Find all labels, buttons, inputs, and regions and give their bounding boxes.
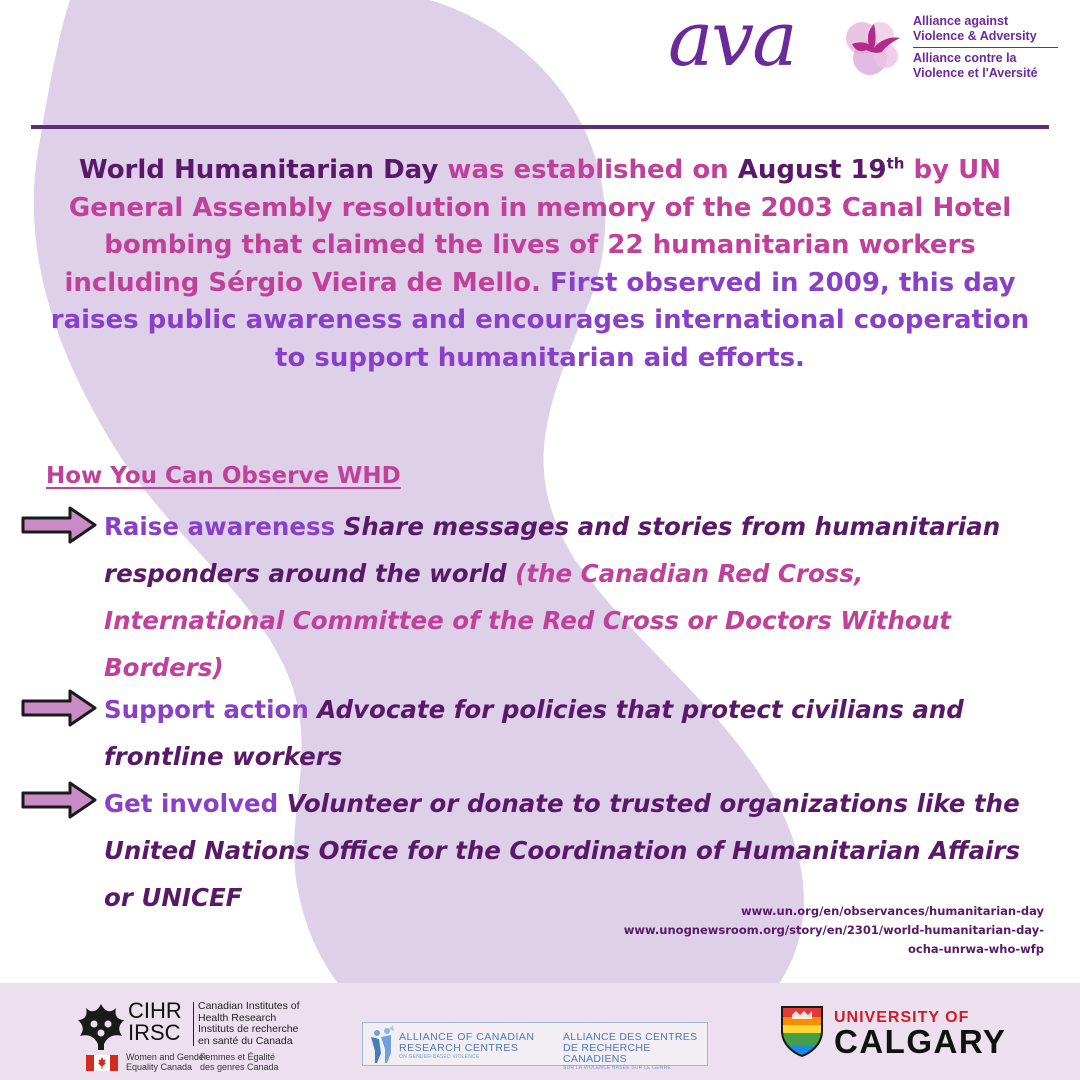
cihr-abbreviations xyxy=(128,1000,182,1044)
item-examples: (the Canadian Red Cross, International Committee of the Red Cross or Doctors Without Borders) xyxy=(104,559,951,682)
ava-wordmark: ava xyxy=(668,0,796,83)
intro-date-text: August 19 xyxy=(737,155,887,185)
acrc-fr-line2: DE RECHERCHE CANADIENS xyxy=(563,1042,651,1065)
wage-fr xyxy=(200,1052,279,1072)
ucalgary-line1: UNIVERSITY OF xyxy=(834,1009,970,1026)
arrow-icon xyxy=(20,780,98,820)
acrc-people-icon xyxy=(367,1023,397,1065)
cihr-leaf-icon xyxy=(76,1000,126,1052)
item-lead: Get involved xyxy=(104,789,279,818)
item-lead: Support action xyxy=(104,695,309,724)
ava-name-line2: Violence & Adversity xyxy=(913,29,1037,43)
item-lead: Raise awareness xyxy=(104,512,336,541)
observe-heading: How You Can Observe WHD xyxy=(46,463,401,489)
cihr-logo xyxy=(76,1000,326,1075)
acrc-en-line1: ALLIANCE OF CANADIAN xyxy=(399,1031,535,1043)
canada-flag-icon xyxy=(86,1055,118,1071)
cihr-full-name xyxy=(198,1001,300,1047)
wage-en-line1: Women and Gender xyxy=(126,1052,207,1062)
reference-link-un[interactable]: www.un.org/en/observances/humanitarian-day xyxy=(741,904,1044,918)
cihr-name-line1: Canadian Institutes of xyxy=(198,1000,300,1012)
acrc-fr-line3: SUR LA VIOLENCE BASÉE SUR LE GENRE xyxy=(563,1065,671,1071)
ava-name-line3: Alliance contre la xyxy=(913,51,1017,65)
wage-fr-line2: des genres Canada xyxy=(200,1062,279,1072)
wage-fr-line1: Femmes et Égalité xyxy=(200,1052,276,1062)
item-description: Volunteer or donate to trusted organizations like the United Nations Office for the Coordination of Humanitarian Affairs or UNICEF xyxy=(104,789,1021,912)
cihr-name-line3: Instituts de recherche xyxy=(198,1023,299,1035)
reference-link-unog[interactable]: www.unognewsroom.org/story/en/2301/world-humanitarian-day- xyxy=(623,923,1044,937)
cihr-name-line4: en santé du Canada xyxy=(198,1034,293,1047)
intro-wh-day: World Humanitarian Day xyxy=(78,155,439,185)
arrow-icon xyxy=(20,505,98,545)
acrc-en-line3: ON GENDER-BASED VIOLENCE xyxy=(399,1054,480,1060)
observe-item-raise-awareness xyxy=(104,503,1034,691)
intro-paragraph xyxy=(40,152,1040,377)
ava-name-line4: Violence et l'Aversité xyxy=(913,66,1038,80)
cihr-name-line2: Health Research xyxy=(198,1011,277,1024)
intro-date xyxy=(738,155,905,185)
observe-item-get-involved xyxy=(104,780,1034,921)
ava-logo xyxy=(668,0,1068,84)
acrc-english xyxy=(399,1032,534,1061)
bird-icon xyxy=(840,14,906,80)
ava-name-line1: Alliance against xyxy=(913,14,1009,28)
ucalgary-line2: CALGARY xyxy=(834,1023,1007,1060)
cihr-divider xyxy=(193,1002,194,1046)
reference-link-unog-cont[interactable]: ocha-unrwa-who-wfp xyxy=(908,942,1044,956)
ava-full-name xyxy=(913,14,1058,81)
cihr-abbr-fr: IRSC xyxy=(128,1020,181,1045)
arrow-icon xyxy=(20,688,98,728)
intro-date-sup: th xyxy=(886,154,905,173)
wage-en xyxy=(126,1052,207,1072)
ucalgary-logo xyxy=(780,1005,1007,1065)
cihr-abbr-en: CIHR xyxy=(128,998,182,1023)
intro-established: was established on xyxy=(438,155,738,185)
acrc-logo xyxy=(362,1022,708,1071)
ava-divider xyxy=(913,47,1058,48)
references xyxy=(624,902,1044,959)
observe-item-support-action xyxy=(104,686,1034,780)
intro-observed: First observed in 2009, this day raises public awareness and encourages international cooperation to support humanitarian aid efforts. xyxy=(50,267,1030,373)
wage-en-line2: Equality Canada xyxy=(126,1062,193,1072)
acrc-en-line2: RESEARCH CENTRES xyxy=(399,1042,519,1054)
ucalgary-crest-icon xyxy=(780,1005,824,1057)
header-divider xyxy=(31,125,1049,129)
acrc-french xyxy=(563,1032,707,1072)
item-description: Advocate for policies that protect civilians and frontline workers xyxy=(104,695,964,771)
item-description: Share messages and stories from humanitarian responders around the world xyxy=(104,512,1001,588)
acrc-fr-line1: ALLIANCE DES CENTRES xyxy=(563,1031,698,1043)
intro-resolution: by UN General Assembly resolution in memory of the 2003 Canal Hotel bombing that claimed the lives of 22 humanitarian workers including Sérgio Vieira de Mello. xyxy=(64,155,1012,298)
